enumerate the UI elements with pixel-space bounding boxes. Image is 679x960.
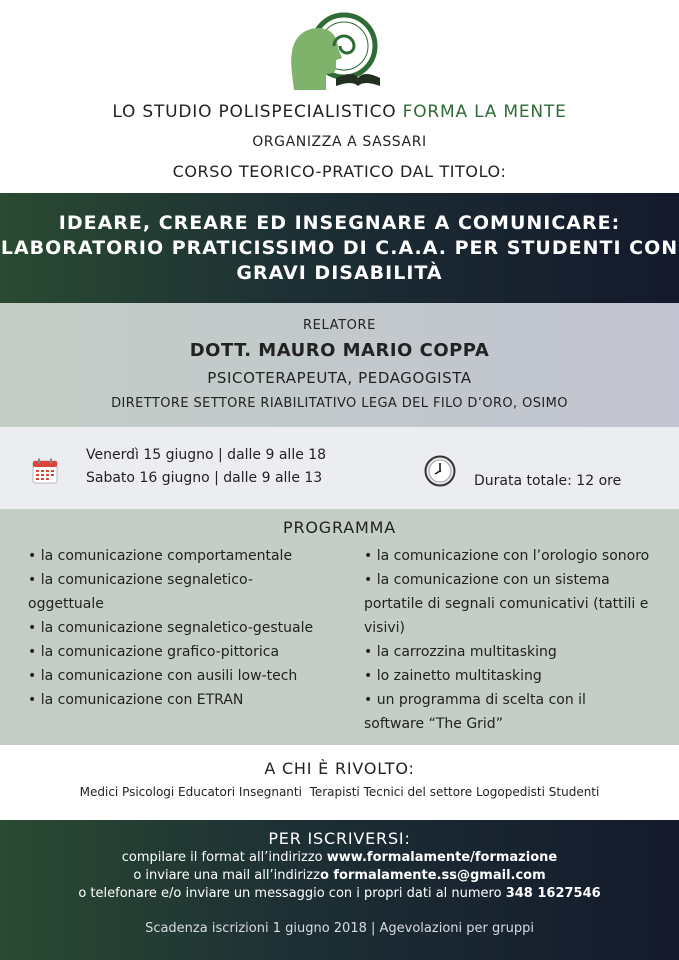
list-item: • la comunicazione grafico-pittorica bbox=[28, 644, 280, 660]
list-item: • lo zainetto multitasking bbox=[364, 668, 542, 684]
registration-deadline: Scadenza iscrizioni 1 giugno 2018 | Agevolazioni per gruppi bbox=[145, 921, 534, 936]
registration-email-link[interactable]: o formalamente.ss@gmail.com bbox=[319, 868, 546, 883]
registration-email-line: o inviare una mail all’indirizzo formalamente.ss@gmail.com bbox=[133, 868, 546, 883]
title-line-3: GRAVI DISABILITÀ bbox=[236, 262, 443, 284]
course-title bbox=[0, 211, 679, 286]
clock-icon bbox=[424, 455, 456, 487]
list-item: • la comunicazione con ausili low-tech bbox=[28, 668, 298, 684]
course-title-band bbox=[0, 193, 679, 303]
header bbox=[0, 0, 679, 193]
list-item: • la comunicazione segnaletico- oggettuale bbox=[28, 572, 253, 612]
program-title: PROGRAMMA bbox=[283, 518, 396, 537]
list-item: • la comunicazione con ETRAN bbox=[28, 692, 244, 708]
registration-form-line: compilare il format all’indirizzo www.formalamente/formazione bbox=[121, 850, 558, 865]
registration-band bbox=[0, 820, 679, 960]
list-item: • un programma di scelta con il software “The Grid” bbox=[364, 692, 586, 732]
location-line: ORGANIZZA A SASSARI bbox=[252, 134, 427, 150]
program-list-right bbox=[364, 544, 664, 736]
date-friday: Venerdì 15 giugno | dalle 9 alle 18 bbox=[86, 447, 327, 463]
speaker-label: RELATORE bbox=[303, 318, 376, 333]
audience-band bbox=[0, 745, 679, 820]
list-item: • la comunicazione comportamentale bbox=[28, 548, 293, 564]
organizer-brand: FORMA LA MENTE bbox=[402, 102, 567, 122]
list-item: • la comunicazione con l’orologio sonoro bbox=[364, 548, 650, 564]
speaker-role: PSICOTERAPEUTA, PEDAGOGISTA bbox=[207, 369, 472, 387]
total-duration: Durata totale: 12 ore bbox=[474, 473, 622, 489]
registration-url-link[interactable]: www.formalamente/formazione bbox=[326, 850, 558, 865]
schedule-band bbox=[0, 427, 679, 509]
speaker-band bbox=[0, 303, 679, 427]
title-line-2: LABORATORIO PRATICISSIMO DI C.A.A. PER STUDENTI CON bbox=[0, 237, 679, 259]
title-line-1: IDEARE, CREARE ED INSEGNARE A COMUNICARE: bbox=[58, 212, 621, 234]
organizer-line bbox=[0, 102, 679, 122]
forma-la-mente-logo bbox=[286, 12, 382, 94]
audience-title: A CHI È RIVOLTO: bbox=[264, 759, 415, 778]
program-band bbox=[0, 509, 679, 745]
registration-phone-number[interactable]: 348 1627546 bbox=[505, 886, 601, 901]
registration-phone-line: o telefonare e/o inviare un messaggio con i propri dati al numero 348 1627546 bbox=[78, 886, 601, 901]
list-item: • la carrozzina multitasking bbox=[364, 644, 557, 660]
date-saturday: Sabato 16 giugno | dalle 9 alle 13 bbox=[86, 470, 323, 486]
organizer-prefix: LO STUDIO POLISPECIALISTICO bbox=[112, 102, 403, 122]
audience-list: Medici Psicologi Educatori Insegnanti Terapisti Tecnici del settore Logopedisti Studenti bbox=[79, 785, 600, 799]
speaker-position: DIRETTORE SETTORE RIABILITATIVO LEGA DEL FILO D’ORO, OSIMO bbox=[111, 396, 568, 411]
registration-title: PER ISCRIVERSI: bbox=[268, 829, 411, 848]
list-item: • la comunicazione segnaletico-gestuale bbox=[28, 620, 314, 636]
list-item: • la comunicazione con un sistema portatile di segnali comunicativi (tattili e visivi) bbox=[364, 572, 649, 636]
speaker-name: DOTT. MAURO MARIO COPPA bbox=[189, 340, 490, 361]
program-list-left bbox=[28, 544, 348, 712]
calendar-icon bbox=[32, 458, 58, 484]
course-type-line: CORSO TEORICO-PRATICO DAL TITOLO: bbox=[172, 162, 507, 181]
